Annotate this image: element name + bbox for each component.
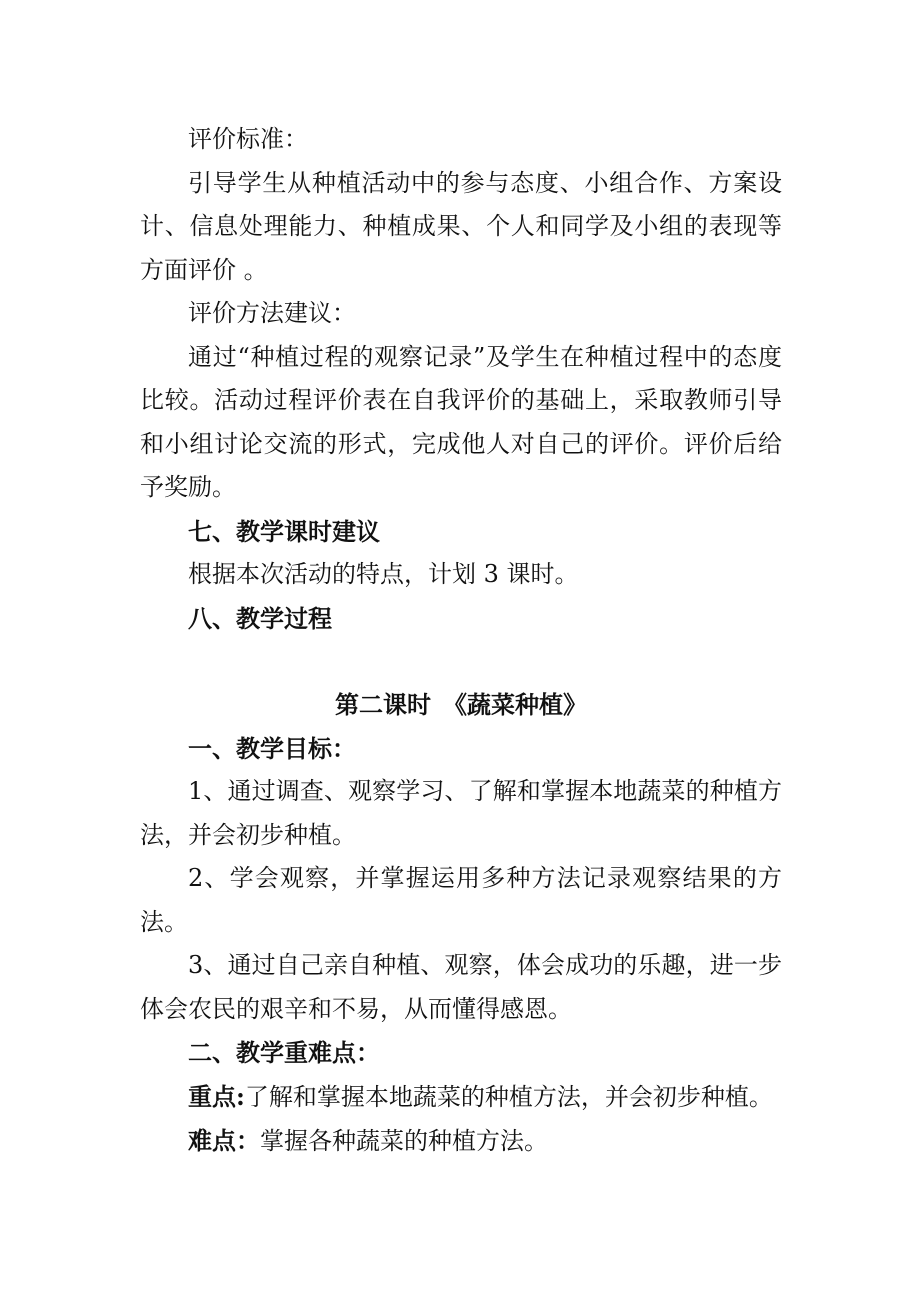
objectives-heading: 一、教学目标： — [188, 733, 356, 763]
focus-text: 了解和掌握本地蔬菜的种植方法，并会初步种植。 — [244, 1082, 773, 1111]
lesson2-title-left: 第二课时 — [335, 690, 431, 719]
keypoints-heading: 二、教学重难点： — [188, 1038, 380, 1067]
lesson2-title-right: 《蔬菜种植》 — [443, 690, 587, 719]
eval-standard-text: 引导学生从种植活动中的参与态度、小组合作、方案设计、信息处理能力、种植成果、个人和同学及小组的表现等方面评价 。 — [140, 168, 782, 284]
eval-method-label: 评价方法建议： — [188, 299, 356, 327]
eval-method-text: 通过“种植过程的观察记录”及学生在种植过程中的态度比较。活动过程评价表在自我评价的基础上，采取教师引导和小组讨论交流的形式，完成他人对自己的评价。评价后给予奖励。 — [140, 342, 782, 501]
eval-standard-label: 评价标准： — [188, 125, 308, 153]
objective-item-2: 2、学会观察，并掌握运用多种方法记录观察结果的方法。 — [140, 864, 782, 936]
blank-line — [140, 640, 782, 683]
difficulty-line — [140, 1119, 782, 1164]
difficulty-text: 掌握各种蔬菜的种植方法。 — [260, 1127, 548, 1155]
section8-heading: 八、教学过程 — [188, 603, 332, 633]
objective-item-3: 3、通过自己亲自种植、观察，体会成功的乐趣，进一步体会农民的艰辛和不易，从而懂得感恩。 — [140, 951, 782, 1023]
lesson2-title — [140, 683, 782, 727]
focus-label: 重点: — [188, 1081, 245, 1111]
objective-item-1: 1、通过调查、观察学习、了解和掌握本地蔬菜的种植方法，并会初步种植。 — [140, 777, 782, 849]
difficulty-label: 难点： — [188, 1126, 260, 1155]
section7-heading: 七、教学课时建议 — [188, 516, 380, 546]
section7-text: 根据本次活动的特点，计划 3 课时。 — [188, 560, 579, 588]
focus-line — [140, 1075, 782, 1120]
